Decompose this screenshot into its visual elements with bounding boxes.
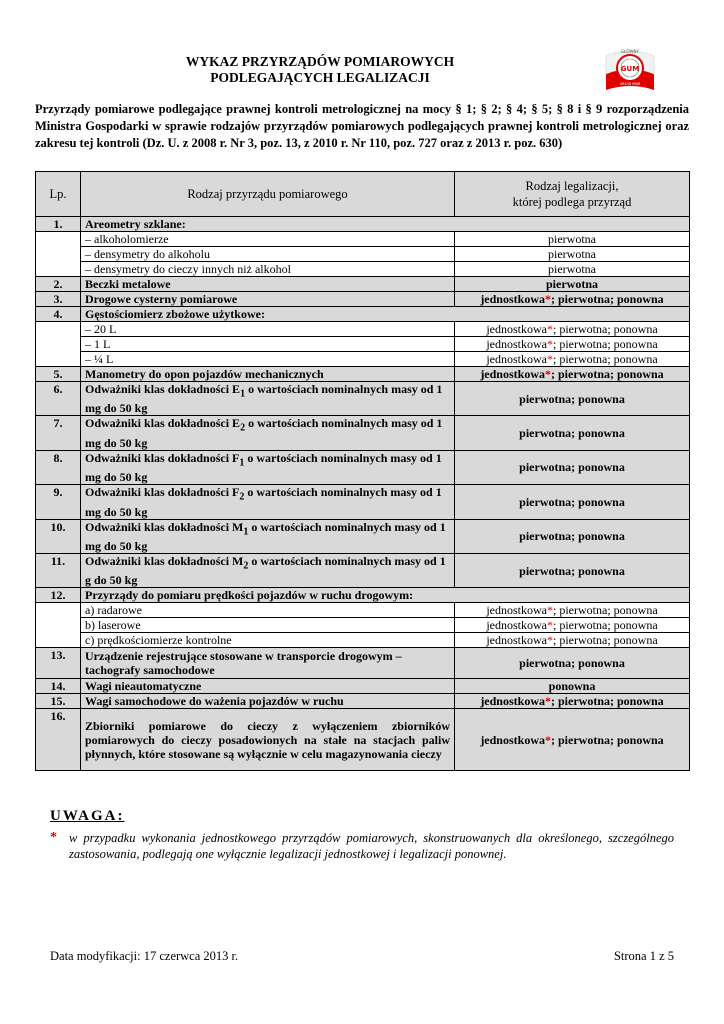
asterisk-mark: * [547, 337, 553, 351]
footer-modified-date: Data modyfikacji: 17 czerwca 2013 r. [50, 949, 239, 963]
table-row [36, 352, 690, 367]
table-row [36, 694, 690, 709]
table-row [36, 382, 690, 416]
row-legal [455, 367, 690, 382]
asterisk-mark: * [545, 367, 551, 381]
table-row [36, 450, 690, 484]
legal-jednostkowa: jednostkowa [486, 352, 547, 366]
title-line-1: WYKAZ PRZYRZĄDÓW POMIAROWYCH [185, 54, 455, 69]
legal-jednostkowa: jednostkowa [480, 292, 545, 306]
table-row [36, 217, 690, 232]
row-name [81, 450, 455, 484]
table-row [36, 307, 690, 322]
row-lp: 3. [36, 292, 81, 307]
document-title [140, 54, 500, 86]
row-legal [455, 694, 690, 709]
name-subscript: 2 [239, 491, 245, 503]
table-row [36, 277, 690, 292]
row-lp: 15. [36, 694, 81, 709]
row-name: Beczki metalowe [81, 277, 455, 292]
row-legal [455, 709, 690, 771]
table-row [36, 603, 690, 618]
row-name: – densymetry do alkoholu [81, 247, 455, 262]
asterisk-mark: * [547, 352, 553, 366]
table-row [36, 485, 690, 519]
row-name: Gęstościomierz zbożowe użytkowe: [81, 307, 690, 322]
row-name: – alkoholomierze [81, 232, 455, 247]
row-name [81, 416, 455, 450]
table-row [36, 416, 690, 450]
row-legal [455, 633, 690, 648]
asterisk-mark: * [547, 618, 553, 633]
table-row [36, 247, 690, 262]
legal-jednostkowa: jednostkowa [486, 603, 547, 618]
table-row [36, 262, 690, 277]
row-legal [455, 292, 690, 307]
row-lp-empty [36, 232, 81, 277]
legal-rest: ; pierwotna; ponowna [553, 322, 658, 336]
header-legal-line1: Rodzaj legalizacji, [525, 179, 619, 193]
name-subscript: 2 [243, 560, 249, 572]
asterisk-mark: * [545, 694, 551, 709]
name-part: Odważniki klas dokładności F [85, 450, 240, 465]
row-legal: pierwotna; ponowna [455, 519, 690, 553]
row-lp: 11. [36, 553, 81, 587]
table-row [36, 618, 690, 633]
row-name: – densymetry do cieczy innych niż alkohol [81, 262, 455, 277]
row-lp: 7. [36, 416, 81, 450]
row-legal: pierwotna [455, 247, 690, 262]
row-name: Manometry do opon pojazdów mechanicznych [81, 367, 455, 382]
row-lp: 16. [36, 709, 81, 771]
row-name: Zbiorniki pomiarowe do cieczy z wyłączeniem zbiorników pomiarowych do cieczy posadowionych na stałe na stacjach paliw płynnych, które stosowane są wyłącznie w celu magazynowania cieczy [81, 709, 455, 771]
name-part: o wartościach nominalnych masy od 1 mg do 50 kg [85, 416, 443, 450]
instruments-table [35, 171, 690, 771]
row-lp: 10. [36, 519, 81, 553]
legal-jednostkowa: jednostkowa [486, 337, 547, 351]
name-part: Odważniki klas dokładności E [85, 416, 241, 431]
row-legal: pierwotna; ponowna [455, 450, 690, 484]
name-subscript: 1 [243, 525, 249, 537]
row-lp: 9. [36, 485, 81, 519]
legal-jednostkowa: jednostkowa [480, 732, 545, 747]
table-row [36, 292, 690, 307]
row-legal: pierwotna; ponowna [455, 382, 690, 416]
legal-jednostkowa: jednostkowa [486, 633, 547, 648]
row-name [81, 519, 455, 553]
logo-text-bottom: URZĄD MIAR [619, 82, 641, 86]
row-name: Wagi samochodowe do ważenia pojazdów w ruchu [81, 694, 455, 709]
table-row [36, 337, 690, 352]
row-name: Wagi nieautomatyczne [81, 679, 455, 694]
row-legal [455, 337, 690, 352]
uwaga-heading: UWAGA: [50, 808, 125, 824]
legal-rest: ; pierwotna; ponowna [551, 732, 664, 747]
name-part: o wartościach nominalnych masy od 1 mg do 50 kg [85, 450, 442, 485]
row-lp: 2. [36, 277, 81, 292]
row-legal: ponowna [455, 679, 690, 694]
row-lp: 1. [36, 217, 81, 232]
name-part: Odważniki klas dokładności M [85, 553, 244, 568]
name-part: Odważniki klas dokładności E [85, 382, 241, 396]
footer-page-number: Strona 1 z 5 [613, 949, 674, 963]
row-legal [455, 618, 690, 633]
intro-paragraph: Przyrządy pomiarowe podlegające prawnej kontroli metrologicznej na mocy § 1; § 2; § 4; § 5; § 8 i § 9 rozporządzenia Ministra Gospodarki w sprawie rodzajów przyrządów pomiarowych podlegających prawnej kontroli metrologicznej oraz zakresu tej kontroli (Dz. U. z 2008 r. Nr 3, poz. 13, z 2010 r. Nr 110, poz. 727 oraz z 2013 r. poz. 630) [35, 102, 689, 150]
legal-jednostkowa: jednostkowa [480, 367, 545, 381]
header-type: Rodzaj przyrządu pomiarowego [81, 172, 455, 217]
table-row [36, 679, 690, 694]
legal-rest: ; pierwotna; ponowna [553, 337, 658, 351]
table-row [36, 232, 690, 247]
row-legal: pierwotna; ponowna [455, 648, 690, 679]
asterisk-mark: * [545, 292, 551, 306]
asterisk-mark: * [545, 732, 551, 747]
row-legal [455, 322, 690, 337]
name-subscript: 2 [240, 422, 246, 434]
name-part: o wartościach nominalnych masy od 1 mg do 50 kg [85, 519, 446, 553]
row-name: b) laserowe [81, 618, 455, 633]
row-name [81, 485, 455, 519]
name-part: o wartościach nominalnych masy od 1 g do 50 kg [85, 553, 446, 588]
uwaga-asterisk: * [50, 830, 57, 845]
row-legal [455, 352, 690, 367]
row-name: Przyrządy do pomiaru prędkości pojazdów w ruchu drogowym: [81, 588, 690, 603]
name-part: Odważniki klas dokładności F [85, 485, 240, 500]
row-lp: 14. [36, 679, 81, 694]
row-lp: 5. [36, 367, 81, 382]
legal-jednostkowa: jednostkowa [480, 694, 545, 709]
table-row [36, 519, 690, 553]
asterisk-mark: * [547, 633, 553, 648]
row-legal: pierwotna [455, 262, 690, 277]
name-subscript: 1 [240, 388, 246, 400]
legal-rest: ; pierwotna; ponowna [553, 618, 658, 633]
header-lp: Lp. [36, 172, 81, 217]
asterisk-mark: * [547, 322, 553, 336]
asterisk-mark: * [547, 603, 553, 618]
row-legal: pierwotna [455, 277, 690, 292]
row-legal: pierwotna; ponowna [455, 416, 690, 450]
table-row [36, 322, 690, 337]
table-header [36, 172, 690, 217]
logo-text-top: GŁÓWNY [621, 49, 639, 54]
row-lp-empty [36, 603, 81, 648]
table-row [36, 633, 690, 648]
table-row [36, 367, 690, 382]
table-row [36, 588, 690, 603]
name-subscript: 1 [239, 457, 245, 469]
row-name: Urządzenie rejestrujące stosowane w transporcie drogowym – tachografy samochodowe [81, 648, 455, 679]
row-name [81, 382, 455, 416]
row-name: – ¼ L [81, 352, 455, 367]
row-name: Areometry szklane: [81, 217, 690, 232]
row-lp: 6. [36, 382, 81, 416]
row-name: – 1 L [81, 337, 455, 352]
table-row [36, 709, 690, 771]
legal-rest: ; pierwotna; ponowna [553, 633, 658, 648]
row-lp: 12. [36, 588, 81, 603]
uwaga-text: w przypadku wykonania jednostkowego przyrządów pomiarowych, skonstruowanych dla określonego, szczególnego zastosowania, podlegają one wyłącznie legalizacji jednostkowej i legalizacji ponownej. [69, 831, 674, 861]
uwaga-note [50, 830, 674, 862]
name-part: o wartościach nominalnych masy od 1 mg do 50 kg [85, 382, 443, 416]
row-name: a) radarowe [81, 603, 455, 618]
legal-rest: ; pierwotna; ponowna [553, 603, 658, 618]
legal-rest: ; pierwotna; ponowna [551, 292, 664, 306]
row-lp-empty [36, 322, 81, 367]
header-legal-line2: której podlega przyrząd [512, 195, 632, 209]
row-name: Drogowe cysterny pomiarowe [81, 292, 455, 307]
header-legalization [455, 172, 690, 217]
row-name [81, 553, 455, 587]
row-name: c) prędkościomierze kontrolne [81, 633, 455, 648]
row-legal: pierwotna; ponowna [455, 485, 690, 519]
row-lp: 4. [36, 307, 81, 322]
legal-jednostkowa: jednostkowa [486, 618, 547, 633]
table-row [36, 648, 690, 679]
title-line-2: PODLEGAJĄCYCH LEGALIZACJI [210, 70, 430, 85]
row-name: – 20 L [81, 322, 455, 337]
legal-jednostkowa: jednostkowa [486, 322, 547, 336]
row-legal: pierwotna; ponowna [455, 553, 690, 587]
row-legal [455, 603, 690, 618]
name-part: o wartościach nominalnych masy od 1 mg do 50 kg [85, 485, 442, 519]
legal-rest: ; pierwotna; ponowna [551, 367, 664, 381]
table-row [36, 553, 690, 587]
gum-logo [604, 44, 656, 92]
legal-rest: ; pierwotna; ponowna [553, 352, 658, 366]
row-legal: pierwotna [455, 232, 690, 247]
row-lp: 8. [36, 450, 81, 484]
logo-text-mid: GUM [620, 65, 640, 73]
legal-rest: ; pierwotna; ponowna [551, 694, 664, 709]
name-part: Odważniki klas dokładności M [85, 519, 244, 534]
row-lp: 13. [36, 648, 81, 679]
